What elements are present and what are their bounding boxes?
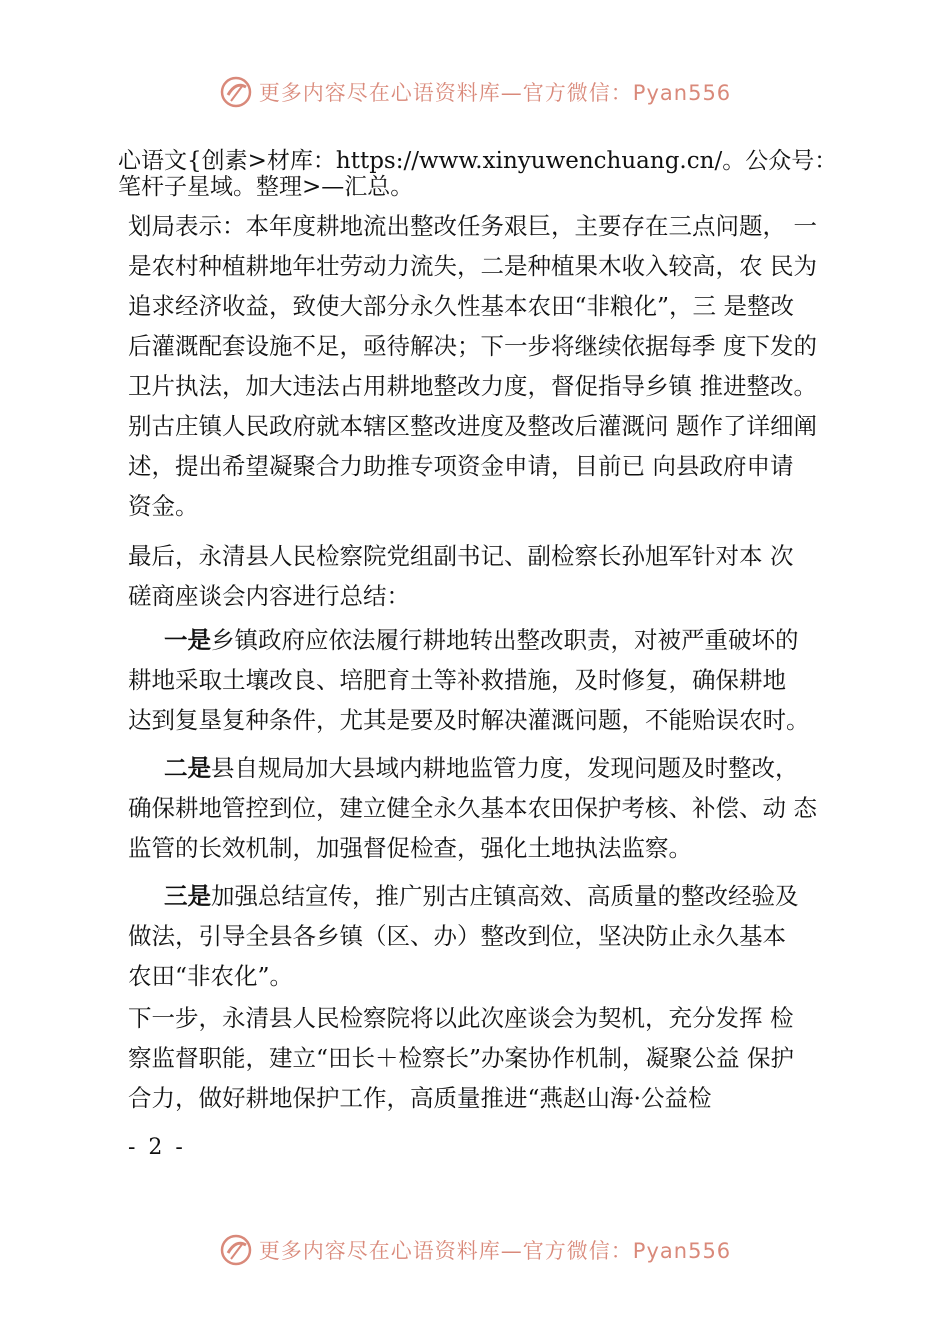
page-number: - 2 - xyxy=(128,1135,186,1160)
header-line-1: 心语文{创素>材库：https://www.xinyuwenchuang.cn/。公众号： xyxy=(118,148,838,174)
brand-logo-icon xyxy=(219,1233,253,1267)
watermark-text: 更多内容尽在心语资料库—官方微信：Pyan556 xyxy=(258,1239,732,1263)
paragraph-point-1: 一是乡镇政府应依法履行耕地转出整改职责，对被严重破坏的 耕地采取土壤改良、培肥育土等补救措施，及时修复，确保耕地 达到复垦复种条件，尤其是要及时解决灌溉问题，不能贻误农时。 xyxy=(128,626,810,734)
lead-label: 三是 xyxy=(164,882,211,910)
paragraph-point-3: 三是加强总结宣传，推广别古庄镇高效、高质量的整改经验及 做法，引导全县各乡镇（区、办）整改到位，坚决防止永久基本 农田“非农化”。 xyxy=(128,882,799,990)
paragraph-point-2: 二是县自规局加大县域内耕地监管力度，发现问题及时整改， 确保耕地管控到位，建立健全永久基本农田保护考核、补偿、动 态 监管的长效机制，加强督促检查，强化土地执法监察。 xyxy=(128,754,817,862)
lead-label: 一是 xyxy=(164,626,211,654)
paragraph-2: 最后，永清县人民检察院党组副书记、副检察长孙旭军针对本 次 磋商座谈会内容进行总结： xyxy=(128,542,794,610)
watermark-banner-bottom xyxy=(0,1230,950,1270)
watermark-banner-top xyxy=(0,72,950,112)
paragraph-1: 划局表示：本年度耕地流出整改任务艰巨，主要存在三点问题， 一 是农村种植耕地年壮劳动力流失，二是种植果木收入较高，农 民为 追求经济收益，致使大部分永久性基本农田“非粮化”，三 是整改 后灌溉配套设施不足，亟待解决；下一步将继续依据每季 度下发的 卫片执法，加大违法占用耕地整改力度，督促指导乡镇 推进整改。 别古庄镇人民政府就本辖区整改进度及整改后灌溉问 题作了详细阐 述，提出希望凝聚合力助推专项资金申请，目前已 向县政府申请 资金。 xyxy=(128,212,817,520)
lead-label: 二是 xyxy=(164,754,211,782)
header-line-2: 笔杆子星域。整理>—汇总。 xyxy=(118,174,414,200)
brand-logo-icon xyxy=(219,75,253,109)
paragraph-final: 下一步，永清县人民检察院将以此次座谈会为契机，充分发挥 检 察监督职能，建立“田长＋检察长”办案协作机制，凝聚公益 保护 合力，做好耕地保护工作，高质量推进“燕赵山海·公益检 xyxy=(128,1004,794,1112)
watermark-text: 更多内容尽在心语资料库—官方微信：Pyan556 xyxy=(258,81,732,105)
